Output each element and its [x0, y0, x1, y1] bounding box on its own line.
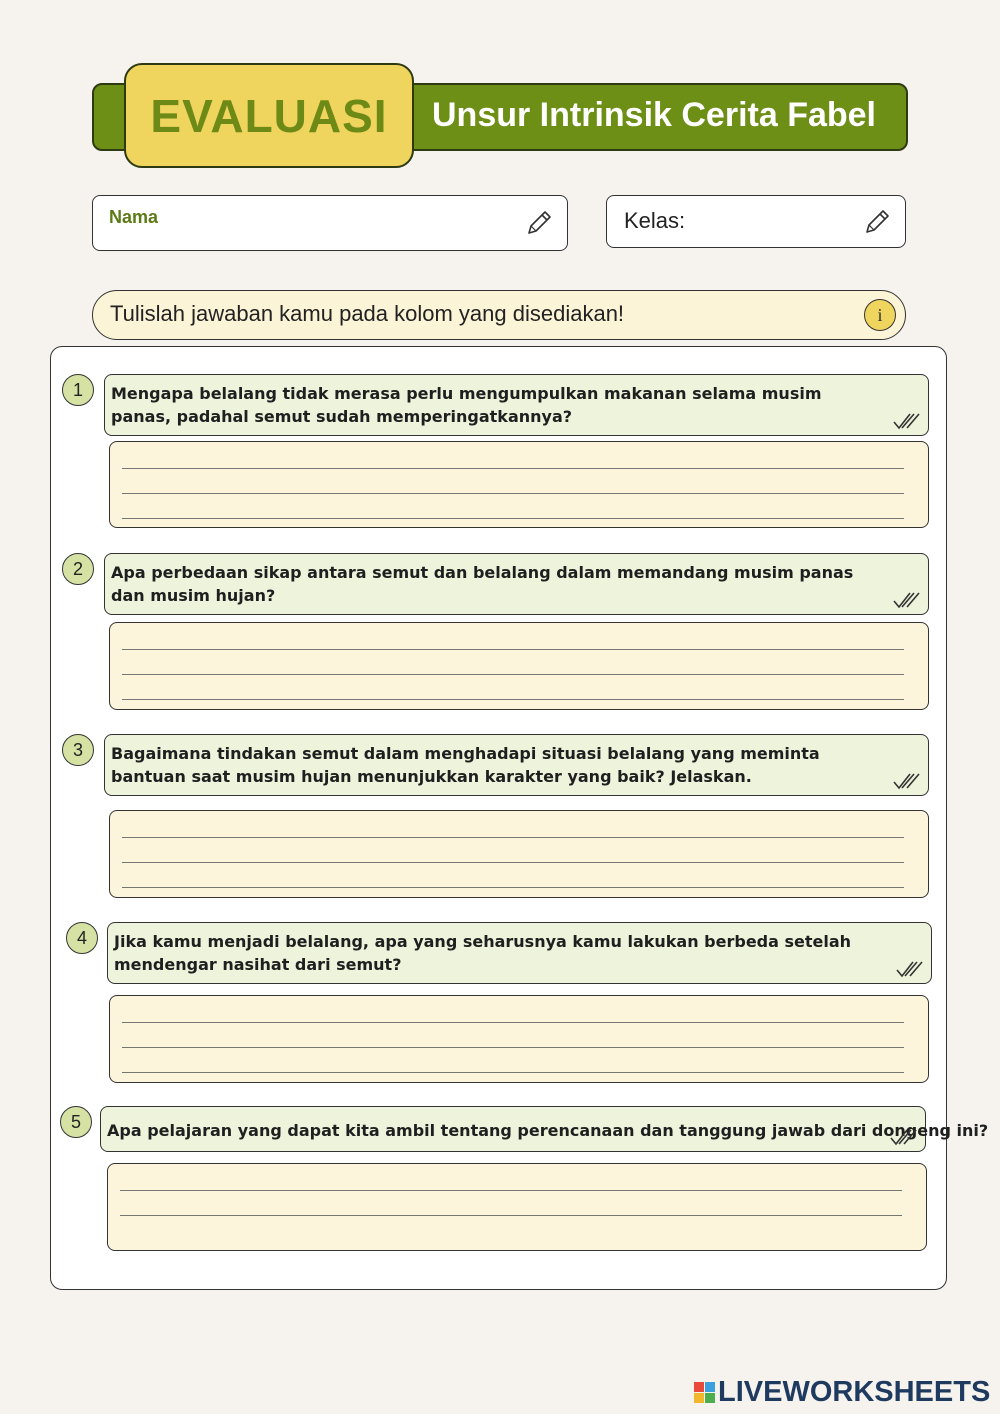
- answer-line: [122, 518, 904, 519]
- question-box: [100, 1106, 989, 1152]
- brand-logo: [694, 1376, 990, 1409]
- answer-line: [120, 1190, 902, 1191]
- question-text: Apa perbedaan sikap antara semut dan belalang dalam memandang musim panas dan musim hujan?: [111, 563, 854, 605]
- instruction-banner: [92, 290, 906, 340]
- double-check-icon: [895, 959, 925, 979]
- answer-box[interactable]: [109, 810, 929, 898]
- answer-line: [120, 1215, 902, 1216]
- question-text: Jika kamu menjadi belalang, apa yang seharusnya kamu lakukan berbeda setelah mendengar nasihat dari semut?: [114, 932, 852, 974]
- answer-box[interactable]: [107, 1163, 927, 1251]
- question-number: 5: [60, 1106, 92, 1138]
- answer-line: [122, 837, 904, 838]
- double-check-icon: [889, 1127, 919, 1147]
- liveworksheets-logo-icon: [694, 1382, 715, 1403]
- answer-line: [122, 674, 904, 675]
- name-field[interactable]: [92, 195, 568, 251]
- question-number: 3: [62, 734, 94, 766]
- double-check-icon: [892, 771, 922, 791]
- question-number: 1: [62, 374, 94, 406]
- double-check-icon: [892, 411, 922, 431]
- pencil-icon: [861, 206, 893, 238]
- answer-line: [122, 493, 904, 494]
- question-box: [104, 553, 929, 615]
- info-icon: i: [864, 299, 896, 331]
- answer-line: [122, 862, 904, 863]
- double-check-icon: [892, 590, 922, 610]
- answer-line: [122, 1022, 904, 1023]
- answer-line: [122, 1072, 904, 1073]
- answer-box[interactable]: [109, 622, 929, 710]
- answer-line: [122, 699, 904, 700]
- page-title: EVALUASI: [150, 89, 388, 142]
- page-subtitle: Unsur Intrinsik Cerita Fabel: [432, 96, 876, 134]
- question-text: Apa pelajaran yang dapat kita ambil tentang perencanaan dan tanggung jawab dari dongeng ini?: [107, 1121, 989, 1140]
- question-number: 4: [66, 922, 98, 954]
- question-text: Bagaimana tindakan semut dalam menghadapi situasi belalang yang meminta bantuan saat musim hujan menunjukkan karakter yang baik? Jelaskan.: [111, 744, 820, 786]
- question-box: [104, 374, 929, 436]
- answer-box[interactable]: [109, 995, 929, 1083]
- answer-line: [122, 1047, 904, 1048]
- name-label: Nama: [109, 207, 159, 227]
- class-label: Kelas:: [624, 208, 686, 233]
- question-box: [104, 734, 929, 796]
- question-text: Mengapa belalang tidak merasa perlu mengumpulkan makanan selama musim panas, padahal semut sudah memperingatkannya?: [111, 384, 822, 426]
- answer-line: [122, 468, 904, 469]
- brand-text: LIVEWORKSHEETS: [718, 1376, 991, 1408]
- answer-line: [122, 887, 904, 888]
- title-tab: [124, 63, 414, 168]
- class-field[interactable]: [606, 195, 906, 248]
- answer-box[interactable]: [109, 441, 929, 528]
- question-box: [107, 922, 932, 984]
- instruction-text: Tulislah jawaban kamu pada kolom yang disediakan!: [110, 301, 625, 326]
- question-number: 2: [62, 553, 94, 585]
- pencil-icon: [523, 207, 555, 239]
- answer-line: [122, 649, 904, 650]
